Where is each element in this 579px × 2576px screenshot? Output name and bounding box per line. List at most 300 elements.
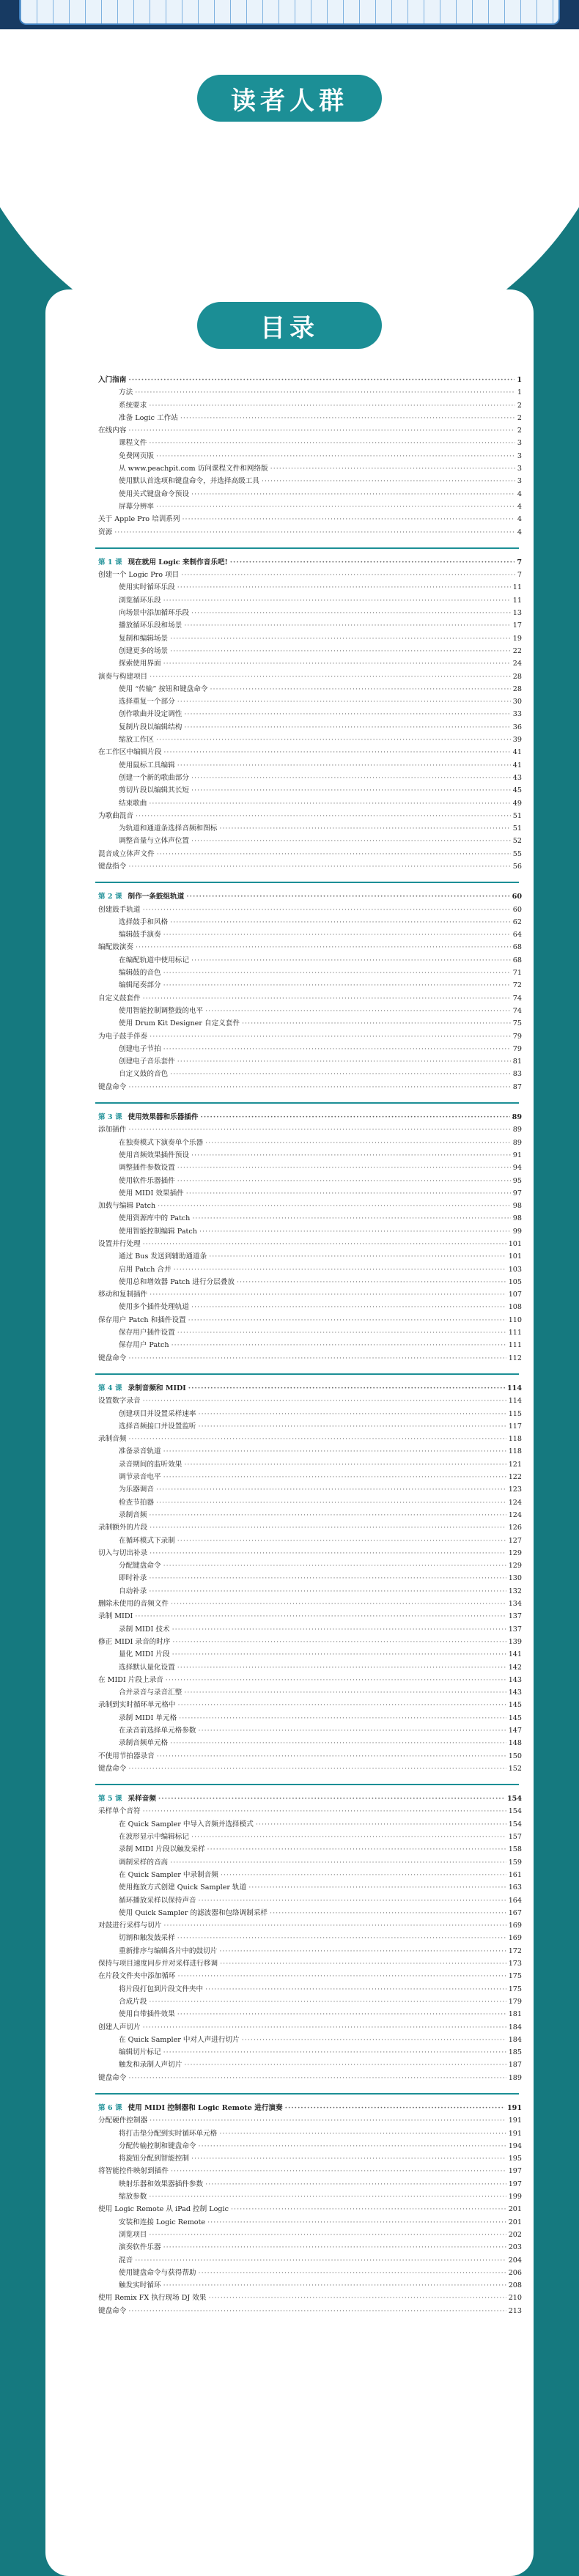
toc-leader-dots (170, 1068, 511, 1080)
toc-entry-label (119, 1996, 147, 2008)
toc-entry-row (57, 1123, 522, 1136)
toc-entry-text: 录制音频 (119, 1510, 147, 1519)
toc-leader-dots (149, 1572, 506, 1584)
toc-leader-dots (163, 1043, 511, 1055)
toc-page-number: 99 (512, 1227, 522, 1236)
toc-entry-row (57, 1471, 522, 1483)
toc-entry-text: 屏幕分辨率 (119, 502, 154, 511)
toc-entry-label (119, 2127, 217, 2140)
toc-entry-label (119, 1263, 172, 1276)
toc-page-number: 148 (508, 1739, 522, 1748)
toc-leader-dots (171, 2165, 506, 2177)
toc-entry-text: 创建一个新的歌曲部分 (119, 773, 189, 782)
toc-entry-row (57, 1162, 522, 1174)
toc-page-number: 4 (517, 490, 522, 498)
toc-page-number: 19 (512, 634, 522, 643)
toc-page-number: 52 (512, 837, 522, 846)
toc-page-number: 72 (512, 981, 522, 990)
toc-page-number: 159 (508, 1858, 522, 1867)
toc-page-number: 83 (512, 1070, 522, 1079)
toc-page-number: 41 (512, 761, 522, 770)
toc-lesson-row (57, 1382, 522, 1395)
toc-leader-dots (219, 822, 510, 835)
toc-leader-dots (163, 2241, 506, 2254)
toc-page-number: 123 (508, 1486, 522, 1494)
toc-entry-label (98, 1433, 126, 1445)
toc-entry-text: 复制和编辑场景 (119, 634, 169, 643)
toc-entry-text: 使用软件乐器插件 (119, 1176, 175, 1185)
toc-entry-row (57, 671, 522, 683)
toc-leader-dots (149, 437, 515, 449)
toc-entry-text: 编辑鼓的音色 (119, 969, 161, 978)
toc-page-number: 161 (508, 1870, 522, 1879)
toc-entry-text: 调整插件参数设置 (119, 1164, 175, 1173)
toc-entry-text: 选择重复一个部分 (119, 698, 175, 706)
toc-entry-text: 自定义鼓的音色 (119, 1070, 169, 1079)
toc-entry-label (119, 1881, 246, 1894)
toc-entry-text: 对鼓进行采样与切片 (98, 1922, 162, 1930)
toc-entry-text: 混音成立体声文件 (98, 849, 155, 858)
toc-page-number: 7 (517, 571, 522, 580)
toc-page-number: 89 (512, 1138, 522, 1147)
toc-title: 目录 (197, 302, 382, 349)
toc-page-number: 41 (512, 748, 522, 757)
toc-entry-label (98, 2165, 169, 2177)
toc-page-number: 33 (512, 710, 522, 719)
toc-entry-label (119, 645, 168, 657)
toc-entry-row (57, 1200, 522, 1212)
toc-page-number: 60 (512, 905, 522, 914)
toc-entry-row (57, 2178, 522, 2191)
toc-entry-label (119, 967, 161, 979)
toc-page-number: 4 (517, 502, 522, 511)
toc-entry-label (98, 424, 126, 437)
toc-entry-text: 使用 MIDI 效果插件 (119, 1189, 184, 1197)
toc-entry-text: 录制 MIDI (98, 1612, 133, 1621)
toc-leader-dots (149, 2191, 506, 2203)
toc-entry-label (119, 2059, 182, 2071)
toc-entry-text: 使用关式键盘命令预设 (119, 490, 189, 498)
lesson-divider (95, 547, 519, 549)
toc-leader-dots (156, 501, 515, 513)
toc-entry-text: 将片段打包到片段文件夹中 (119, 1985, 204, 1993)
toc-entry-label (119, 1535, 175, 1547)
toc-entry-row (57, 1572, 522, 1584)
toc-entry-label (119, 1445, 161, 1458)
toc-entry-text: 自定义鼓套件 (98, 994, 141, 1003)
toc-page-number: 184 (508, 2035, 522, 2044)
toc-entry-text: 加载与编辑 Patch (98, 1202, 156, 1211)
toc-entry-text: 循环播放采样以保持声音 (119, 1896, 196, 1905)
toc-leader-dots (143, 1395, 506, 1407)
toc-entry-text: 键盘指令 (98, 862, 127, 871)
toc-page-number: 130 (508, 1574, 522, 1583)
toc-list (57, 374, 522, 2555)
toc-page-number: 191 (508, 2116, 522, 2125)
toc-entry-label (119, 1737, 168, 1749)
toc-entry-label (119, 1162, 175, 1174)
toc-entry-label (98, 1598, 169, 1610)
toc-lesson-row (57, 2102, 522, 2114)
toc-page-number: 3 (517, 465, 522, 473)
toc-entry-label (119, 1043, 161, 1055)
toc-leader-dots (220, 1957, 506, 1970)
toc-entry-text: 编辑切片标记 (119, 2048, 161, 2057)
toc-page-number: 199 (508, 2193, 522, 2202)
toc-page-number: 81 (512, 1058, 522, 1066)
toc-leader-dots (199, 1420, 506, 1433)
toc-page-number: 36 (512, 723, 522, 731)
readers-title: 读者人群 (197, 75, 382, 122)
toc-entry-row (57, 2191, 522, 2203)
toc-leader-dots (128, 1763, 506, 1775)
toc-entry-row (57, 1496, 522, 1509)
toc-entry-label (119, 1818, 254, 1831)
toc-entry-label (119, 1648, 170, 1661)
toc-entry-row (57, 412, 522, 424)
toc-entry-row (57, 2216, 522, 2229)
toc-page-number: 191 (508, 2129, 522, 2138)
toc-leader-dots (237, 1276, 506, 1288)
toc-leader-dots (177, 759, 511, 772)
toc-entry-text: 分配硬件控制器 (98, 2116, 148, 2125)
toc-entry-row (57, 1585, 522, 1598)
toc-entry-row (57, 1881, 522, 1894)
toc-leader-dots (207, 2216, 506, 2229)
toc-entry-row (57, 734, 522, 746)
toc-entry-label (98, 992, 141, 1005)
toc-entry-row (57, 594, 522, 607)
toc-page-number: 142 (508, 1663, 522, 1672)
toc-entry-row (57, 1636, 522, 1648)
toc-leader-dots (270, 462, 515, 475)
toc-entry-row (57, 1686, 522, 1699)
toc-entry-row (57, 513, 522, 525)
toc-entry-text: 编配鼓演奏 (98, 943, 133, 952)
toc-entry-text: 准备录音轨道 (119, 1447, 161, 1456)
toc-entry-row (57, 1187, 522, 1200)
toc-entry-label (119, 772, 189, 784)
toc-entry-label (98, 1288, 147, 1301)
toc-page-number: 118 (508, 1447, 522, 1456)
toc-leader-dots (177, 695, 511, 708)
toc-entry-label (119, 797, 147, 810)
toc-leader-dots (199, 1894, 506, 1907)
toc-entry-row (57, 632, 522, 645)
toc-entry-label (119, 412, 178, 424)
toc-leader-dots (163, 2046, 506, 2059)
toc-leader-dots (157, 1750, 506, 1763)
toc-entry-row (57, 1458, 522, 1471)
toc-entry-row (57, 992, 522, 1005)
toc-leader-dots (128, 860, 510, 873)
toc-page-number: 13 (512, 609, 522, 618)
toc-page-number: 134 (508, 1600, 522, 1609)
toc-leader-dots (172, 1636, 506, 1648)
toc-entry-label (98, 1750, 155, 1763)
toc-leader-dots (149, 1509, 506, 1521)
toc-entry-label (119, 1068, 168, 1080)
toc-entry-row (57, 746, 522, 759)
toc-entry-row (57, 1957, 522, 1970)
toc-entry-text: 在编配轨道中使用标记 (119, 956, 189, 964)
toc-entry-row (57, 2229, 522, 2241)
toc-page-number: 129 (508, 1549, 522, 1557)
toc-entry-label (98, 904, 141, 916)
toc-page-number: 112 (508, 1354, 522, 1362)
toc-entry-text: 使用 Drum Kit Designer 自定义套件 (119, 1019, 240, 1028)
toc-leader-dots (177, 1162, 511, 1174)
toc-entry-label (119, 1686, 182, 1699)
toc-leader-dots (163, 594, 511, 607)
toc-leader-dots (172, 1339, 506, 1351)
toc-entry-label (119, 2216, 205, 2229)
toc-leader-dots (170, 632, 511, 645)
toc-entry-text: 使用效果器和乐器插件 (128, 1113, 199, 1122)
toc-entry-row (57, 1763, 522, 1775)
toc-lesson-row (57, 890, 522, 903)
toc-leader-dots (248, 1881, 506, 1894)
toc-page-number: 145 (508, 1701, 522, 1710)
lesson-divider (95, 882, 519, 883)
toc-entry-text: 选择鼓手和风格 (119, 918, 169, 926)
toc-entry-text: 调制采样的音高 (119, 1858, 169, 1867)
toc-entry-label (98, 374, 126, 386)
toc-entry-text: 安装和连接 Logic Remote (119, 2218, 206, 2226)
toc-entry-label (98, 556, 228, 569)
toc-leader-dots (128, 1081, 510, 1093)
toc-entry-label (119, 1585, 147, 1598)
toc-leader-dots (172, 1648, 506, 1661)
toc-entry-row (57, 797, 522, 810)
toc-entry-label (119, 607, 189, 619)
toc-entry-row (57, 1445, 522, 1458)
toc-entry-text: 缩放工作区 (119, 736, 154, 745)
toc-entry-text: 自动补录 (119, 1587, 147, 1595)
toc-entry-row (57, 2140, 522, 2152)
toc-entry-row (57, 1326, 522, 1339)
toc-entry-row (57, 1017, 522, 1030)
toc-entry-row (57, 399, 522, 412)
toc-entry-label (119, 619, 182, 632)
toc-page-number: 39 (512, 736, 522, 745)
toc-entry-text: 使用智能控制编辑 Patch (119, 1227, 197, 1236)
toc-entry-row (57, 1250, 522, 1263)
toc-entry-label (119, 1408, 196, 1420)
toc-entry-row (57, 2021, 522, 2034)
toc-leader-dots (199, 2140, 506, 2152)
toc-entry-row (57, 1818, 522, 1831)
toc-leader-dots (177, 1535, 506, 1547)
toc-entry-label (119, 1661, 175, 1674)
lesson-divider (95, 1784, 519, 1785)
toc-entry-label (98, 1793, 156, 1805)
toc-leader-dots (143, 2021, 506, 2034)
toc-page-number: 132 (508, 1587, 522, 1595)
toc-entry-label (119, 1856, 168, 1869)
toc-entry-row (57, 1030, 522, 1043)
toc-leader-dots (156, 450, 515, 462)
toc-entry-row (57, 619, 522, 632)
toc-entry-text: 启用 Patch 合并 (119, 1265, 172, 1274)
toc-entry-label (119, 1326, 175, 1339)
toc-entry-text: 在录音前选择单元格参数 (119, 1726, 196, 1735)
toc-entry-label (119, 1843, 205, 1856)
toc-entry-text: 映射乐器和效果器插件参数 (119, 2180, 204, 2188)
lesson-number: 第 6 课 (98, 2104, 122, 2112)
toc-entry-row (57, 2059, 522, 2071)
toc-entry-text: 编辑鼓手演奏 (119, 931, 161, 940)
toc-entry-text: 分配传输控制和键盘命令 (119, 2141, 196, 2150)
toc-entry-text: 触发和录制人声切片 (119, 2061, 182, 2070)
toc-entry-label (119, 721, 182, 734)
toc-leader-dots (136, 810, 511, 822)
toc-entry-text: 通过 Bus 发送到辅助通道条 (119, 1252, 207, 1261)
toc-leader-dots (128, 1123, 510, 1136)
toc-leader-dots (186, 890, 509, 903)
toc-entry-text: 免费网页版 (119, 451, 154, 460)
toc-entry-label (119, 1945, 217, 1957)
toc-entry-text: 键盘命令 (98, 1764, 127, 1773)
toc-entry-text: 将打击垫分配到实时循环单元格 (119, 2129, 218, 2138)
toc-entry-row (57, 822, 522, 835)
lesson-number: 第 3 课 (98, 1113, 122, 1122)
toc-entry-text: 在 MIDI 片段上录音 (98, 1675, 163, 1684)
toc-leader-dots (178, 1699, 506, 1711)
toc-leader-dots (170, 645, 511, 657)
toc-entry-text: 在 Quick Sampler 中录制音频 (119, 1870, 218, 1879)
toc-entry-row (57, 848, 522, 860)
toc-entry-row (57, 904, 522, 916)
toc-entry-row (57, 967, 522, 979)
toc-page-number: 169 (508, 1934, 522, 1943)
toc-page-number: 163 (508, 1883, 522, 1892)
toc-entry-label (119, 1225, 197, 1238)
toc-entry-label (98, 2114, 147, 2127)
toc-entry-label (98, 848, 155, 860)
toc-entry-text: 量化 MIDI 片段 (119, 1650, 170, 1659)
toc-page-number: 137 (508, 1612, 522, 1621)
toc-leader-dots (188, 1382, 505, 1395)
toc-entry-text: 添加插件 (98, 1126, 127, 1134)
toc-entry-text: 创建电子音乐套件 (119, 1058, 175, 1066)
toc-leader-dots (209, 2292, 506, 2304)
toc-entry-label (119, 759, 175, 772)
toc-entry-row (57, 1263, 522, 1276)
toc-leader-dots (136, 941, 511, 953)
toc-leader-dots (150, 1547, 506, 1560)
toc-leader-dots (163, 929, 511, 941)
toc-leader-dots (209, 1250, 506, 1263)
toc-page-number: 3 (517, 451, 522, 460)
toc-entry-label (119, 1175, 175, 1187)
toc-entry-label (119, 2152, 189, 2165)
toc-page-number: 154 (506, 1795, 522, 1804)
toc-entry-label (98, 941, 133, 953)
toc-entry-label (98, 1699, 176, 1711)
toc-entry-row (57, 2267, 522, 2279)
toc-entry-label (119, 462, 268, 475)
toc-page-number: 105 (508, 1277, 522, 1286)
toc-entry-row (57, 1483, 522, 1496)
toc-page-number: 191 (506, 2104, 522, 2112)
toc-entry-row (57, 941, 522, 953)
toc-entry-row (57, 1547, 522, 1560)
toc-page-number: 164 (508, 1896, 522, 1905)
toc-leader-dots (231, 2203, 506, 2215)
toc-leader-dots (177, 2008, 506, 2020)
toc-leader-dots (191, 1831, 506, 1843)
toc-entry-label (98, 1919, 161, 1932)
toc-entry-label (98, 1970, 176, 1982)
toc-page-number: 64 (512, 931, 522, 940)
toc-entry-text: 关于 Apple Pro 培训系列 (98, 515, 180, 524)
toc-entry-text: 在 Quick Sampler 中导入音频并选择模式 (119, 1820, 254, 1828)
toc-leader-dots (135, 2254, 506, 2267)
toc-leader-dots (158, 1793, 505, 1805)
toc-entry-label (119, 1339, 169, 1351)
toc-entry-text: 方法 (119, 388, 133, 397)
toc-page-number: 74 (512, 994, 522, 1003)
toc-entry-row (57, 2127, 522, 2140)
toc-page-number: 97 (512, 1189, 522, 1197)
toc-entry-text: 将旋钮分配到智能控制 (119, 2155, 189, 2163)
toc-leader-dots (285, 2102, 505, 2114)
toc-entry-row (57, 1314, 522, 1326)
toc-leader-dots (163, 746, 510, 759)
toc-entry-row (57, 1805, 522, 1817)
toc-page-number: 185 (508, 2048, 522, 2057)
toc-entry-text: 向场景中添加循环乐段 (119, 609, 189, 618)
toc-entry-text: 创建电子节拍 (119, 1044, 161, 1053)
toc-leader-dots (230, 556, 515, 569)
toc-entry-text: 保存用户 Patch (119, 1341, 169, 1350)
toc-entry-label (98, 1200, 155, 1212)
toc-page-number: 169 (508, 1922, 522, 1930)
toc-page-number: 201 (508, 2205, 522, 2214)
toc-entry-text: 使用智能控制调整鼓的电平 (119, 1006, 204, 1015)
toc-leader-dots (178, 1970, 506, 1982)
toc-page-number: 98 (512, 1202, 522, 1211)
toc-leader-dots (149, 1996, 506, 2008)
toc-entry-text: 浏览项目 (119, 2230, 147, 2239)
toc-leader-dots (199, 1225, 511, 1238)
toc-entry-text: 采样单个音符 (98, 1807, 141, 1816)
toc-leader-dots (205, 1005, 511, 1017)
toc-entry-label (98, 1610, 133, 1623)
toc-entry-row (57, 1081, 522, 1093)
toc-page-number: 150 (508, 1752, 522, 1760)
toc-leader-dots (150, 2114, 506, 2127)
toc-leader-dots (158, 1200, 511, 1212)
toc-entry-label (119, 1932, 175, 1944)
toc-page-number: 75 (512, 1019, 522, 1028)
toc-entry-row (57, 1005, 522, 1017)
lesson-divider (95, 1102, 519, 1104)
toc-entry-label (98, 1123, 126, 1136)
toc-entry-label (119, 2191, 147, 2203)
toc-entry-label (98, 1547, 147, 1560)
toc-leader-dots (163, 2279, 506, 2292)
toc-entry-text: 为电子鼓手伴奏 (98, 1032, 148, 1041)
toc-entry-label (119, 2241, 161, 2254)
toc-entry-label (119, 657, 161, 670)
toc-leader-dots (143, 992, 511, 1005)
toc-entry-label (98, 1352, 126, 1365)
toc-page-number: 79 (512, 1044, 522, 1053)
toc-entry-label (119, 1420, 196, 1433)
toc-entry-label (119, 399, 147, 412)
